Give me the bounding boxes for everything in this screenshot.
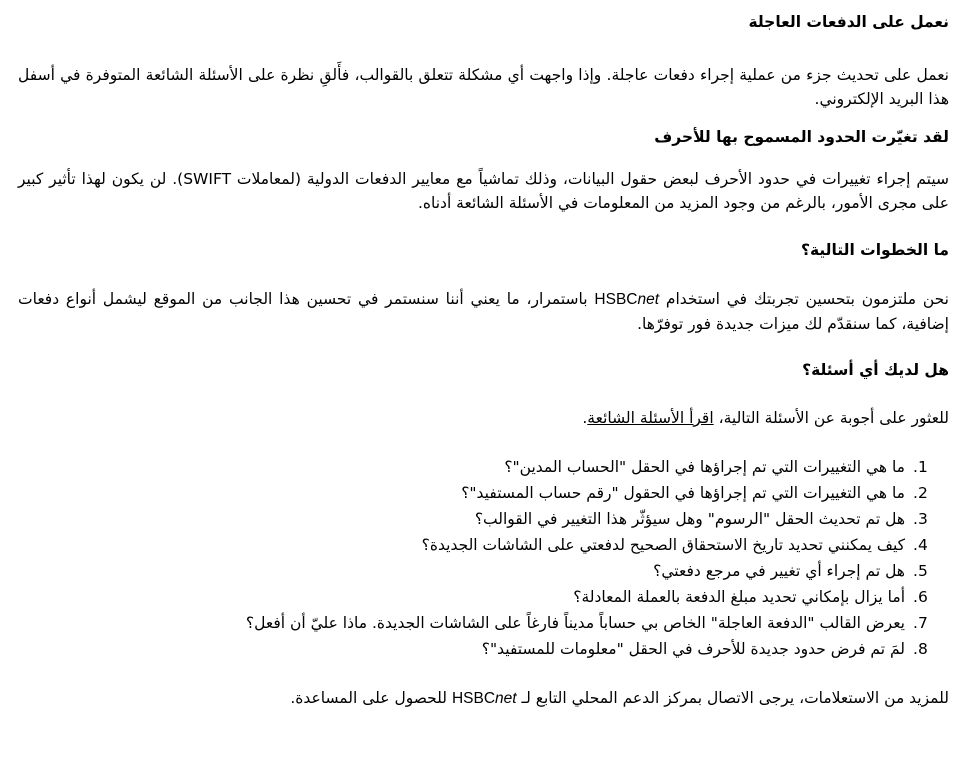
- list-item: [18, 506, 928, 532]
- list-item-text: هل تم إجراء أي تغيير في مرجع دفعتي؟: [653, 562, 905, 580]
- list-item-text: هل تم تحديث الحقل "الرسوم" وهل سيؤثّر هذا التغيير في القوالب؟: [474, 510, 905, 528]
- next-steps-text-start: نحن ملتزمون بتحسين تجربتك في استخدام: [665, 290, 949, 308]
- paragraph-urgent-payments: نعمل على تحديث جزء من عملية إجراء دفعات عاجلة. وإذا واجهت أي مشكلة تتعلق بالقوالب، فأَلقِ نظرة على الأسئلة الشائعة المتوفرة في أسفل هذا البريد الإلكتروني.: [18, 66, 949, 108]
- list-item-number: 8.: [913, 640, 928, 658]
- list-item-text: يعرض القالب "الدفعة العاجلة" الخاص بي حساباً مديناً فارغاً على الشاشات الجديدة. ماذا عليّ أن أفعل؟: [245, 614, 905, 632]
- list-item: [18, 454, 928, 480]
- list-item-text: أما يزال بإمكاني تحديد مبلغ الدفعة بالعملة المعادلة؟: [573, 588, 905, 606]
- heading-next-steps: ما الخطوات التالية؟: [800, 241, 949, 259]
- brand-name: HSBCnet: [451, 690, 517, 707]
- list-item-number: 3.: [913, 510, 928, 528]
- list-item-number: 2.: [913, 484, 928, 502]
- list-item: [18, 610, 928, 636]
- list-item-text: ما هي التغييرات التي تم إجراؤها في الحقول "رقم حساب المستفيد"؟: [461, 484, 905, 502]
- paragraph-character-limits: سيتم إجراء تغييرات في حدود الأحرف لبعض حقول البيانات، وذلك تماشياً مع معايير الدفعات الدولية (لمعاملات SWIFT). لن يكون لهذا تأثير كبير على مجرى الأمور، بالرغم من وجود المزيد من المعلومات في الأسئلة الشائعة أدناه.: [18, 170, 950, 212]
- list-item-number: 1.: [913, 458, 928, 476]
- next-steps-text-end: باستمرار، ما يعني أننا سنستمر في تحسين هذا الجانب من الموقع ليشمل أنواع دفعات إضافية، كما سنقدّم لك ميزات جديدة فور توفرّها.: [18, 290, 949, 333]
- list-item: [18, 584, 928, 610]
- list-item: [18, 532, 928, 558]
- list-item: [18, 636, 928, 662]
- paragraph-support: [18, 686, 949, 711]
- list-item: [18, 480, 928, 506]
- support-text-end: للحصول على المساعدة.: [290, 689, 448, 707]
- list-item-text: ما هي التغييرات التي تم إجراؤها في الحقل "الحساب المدين"؟: [504, 458, 905, 476]
- list-item-number: 5.: [913, 562, 928, 580]
- list-item: [18, 558, 928, 584]
- list-item-number: 6.: [913, 588, 928, 606]
- brand-name: HSBCnet: [594, 291, 660, 308]
- faq-link[interactable]: اقرأ الأسئلة الشائعة: [587, 409, 714, 427]
- questions-text-start: للعثور على أجوبة عن الأسئلة التالية،: [718, 409, 949, 427]
- heading-character-limits: لقد تغيّرت الحدود المسموح بها للأحرف: [654, 128, 949, 146]
- list-item-number: 7.: [913, 614, 928, 632]
- heading-questions: هل لديك أي أسئلة؟: [802, 361, 949, 379]
- heading-urgent-payments: نعمل على الدفعات العاجلة: [748, 13, 949, 31]
- list-item-number: 4.: [913, 536, 928, 554]
- list-item-text: لمَ تم فرض حدود جديدة للأحرف في الحقل "معلومات للمستفيد"؟: [481, 640, 905, 658]
- paragraph-questions: [18, 406, 949, 430]
- faq-list: [18, 454, 949, 662]
- support-text-start: للمزيد من الاستعلامات، يرجى الاتصال بمركز الدعم المحلي التابع لـ: [521, 689, 949, 707]
- paragraph-next-steps: [18, 287, 949, 336]
- list-item-text: كيف يمكنني تحديد تاريخ الاستحقاق الصحيح لدفعتي على الشاشات الجديدة؟: [421, 536, 905, 554]
- questions-text-end: .: [582, 409, 588, 427]
